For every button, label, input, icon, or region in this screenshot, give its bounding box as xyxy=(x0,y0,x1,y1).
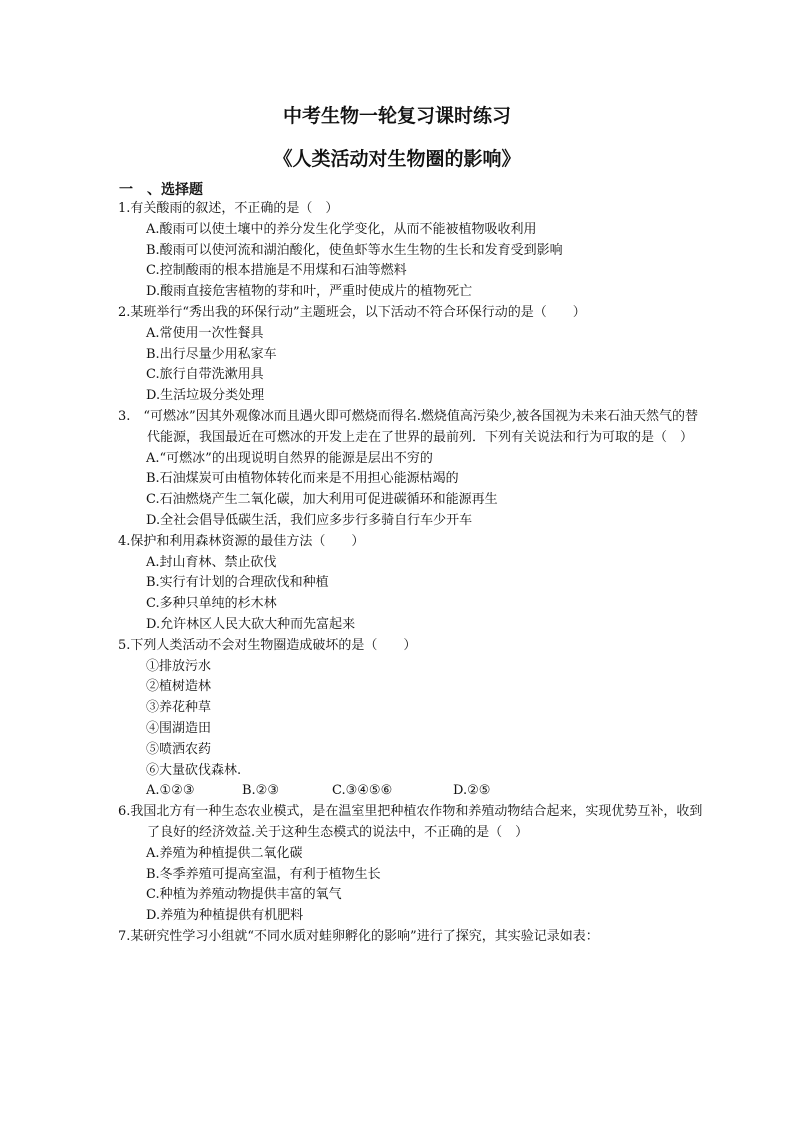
answer-choices-row xyxy=(118,781,708,802)
answer-option: D.酸雨直接危害植物的芽和叶，严重时使成片的植物死亡 xyxy=(146,284,473,300)
answer-option: C.③④⑤⑥ xyxy=(332,783,393,799)
answer-option: C.多种只单纯的杉木林 xyxy=(146,596,277,612)
activity-item: ③养花种草 xyxy=(146,700,212,716)
answer-option: A.“可燃冰”的出现说明自然界的能源是层出不穷的 xyxy=(146,450,433,466)
answer-option: B.酸雨可以使河流和湖泊酸化，使鱼虾等水生生物的生长和发育受到影响 xyxy=(146,242,563,258)
answer-option: A.常使用一次性餐具 xyxy=(146,325,264,341)
activity-item: ①排放污水 xyxy=(146,658,212,674)
question-list xyxy=(118,199,708,948)
question-stem: 3. “可燃冰”因其外观像冰而且遇火即可燃烧而得名.燃烧值高污染少,被各国视为未来石油天然气的替代能源，我国最近在可燃冰的开发上走在了世界的最前列．下列有关说法和行为可取的是（ ） xyxy=(118,408,698,445)
question-stem: 2.某班举行“秀出我的环保行动”主题班会，以下活动不符合环保行动的是（ ） xyxy=(118,304,586,320)
activity-item: ⑤喷洒农药 xyxy=(146,741,212,757)
answer-option: B.冬季养殖可提高室温，有利于植物生长 xyxy=(146,866,381,882)
activity-item: ④围湖造田 xyxy=(146,720,212,736)
answer-option: B.石油煤炭可由植物体转化而来是不用担心能源枯竭的 xyxy=(146,471,459,487)
answer-option: A.酸雨可以使土壤中的养分发生化学变化，从而不能被植物吸收利用 xyxy=(146,221,537,237)
section-heading: 一 、选择题 xyxy=(119,182,203,198)
question-stem: 4.保护和利用森林资源的最佳方法（ ） xyxy=(118,533,365,549)
answer-option: C.种植为养殖动物提供丰富的氧气 xyxy=(146,887,342,903)
question-stem: 6.我国北方有一种生态农业模式，是在温室里把种植农作物和养殖动物结合起来，实现优势互补，收到了良好的经济效益.关于这种生态模式的说法中，不正确的是（ ） xyxy=(118,804,703,840)
answer-option: B.出行尽量少用私家车 xyxy=(146,346,277,362)
answer-option: D.②⑤ xyxy=(453,783,491,799)
answer-option: D.全社会倡导低碳生活，我们应多步行多骑自行车少开车 xyxy=(146,512,473,528)
answer-option: D.允许林区人民大砍大种而先富起来 xyxy=(146,616,356,632)
answer-option: B.②③ xyxy=(242,783,279,799)
activity-item: ⑥大量砍伐森林. xyxy=(146,762,242,778)
activity-item: ②植树造林 xyxy=(146,679,212,695)
question-stem: 1.有关酸雨的叙述，不正确的是（ ） xyxy=(118,201,339,216)
answer-option: C.石油燃烧产生二氧化碳，加大利用可促进碳循环和能源再生 xyxy=(146,492,498,508)
answer-option: C.控制酸雨的根本措施是不用煤和石油等燃料 xyxy=(146,263,407,279)
question-stem: 5.下列人类活动不会对生物圈造成破坏的是（ ） xyxy=(118,637,417,653)
answer-option: A.封山育林、禁止砍伐 xyxy=(146,554,277,570)
answer-option: A.①②③ xyxy=(146,783,195,799)
document-subtitle: 《人类活动对生物圈的影响》 xyxy=(273,148,521,170)
answer-option: D.养殖为种植提供有机肥料 xyxy=(146,908,304,924)
answer-option: A.养殖为种植提供二氧化碳 xyxy=(146,845,303,861)
answer-option: B.实行有计划的合理砍伐和种植 xyxy=(146,575,329,591)
answer-option: D.生活垃圾分类处理 xyxy=(146,388,265,404)
question-stem: 7.某研究性学习小组就“不同水质对蛙卵孵化的影响”进行了探究，其实验记录如表： xyxy=(118,928,599,944)
document-title: 中考生物一轮复习课时练习 xyxy=(282,105,511,127)
answer-option: C.旅行自带洗漱用具 xyxy=(146,367,264,383)
